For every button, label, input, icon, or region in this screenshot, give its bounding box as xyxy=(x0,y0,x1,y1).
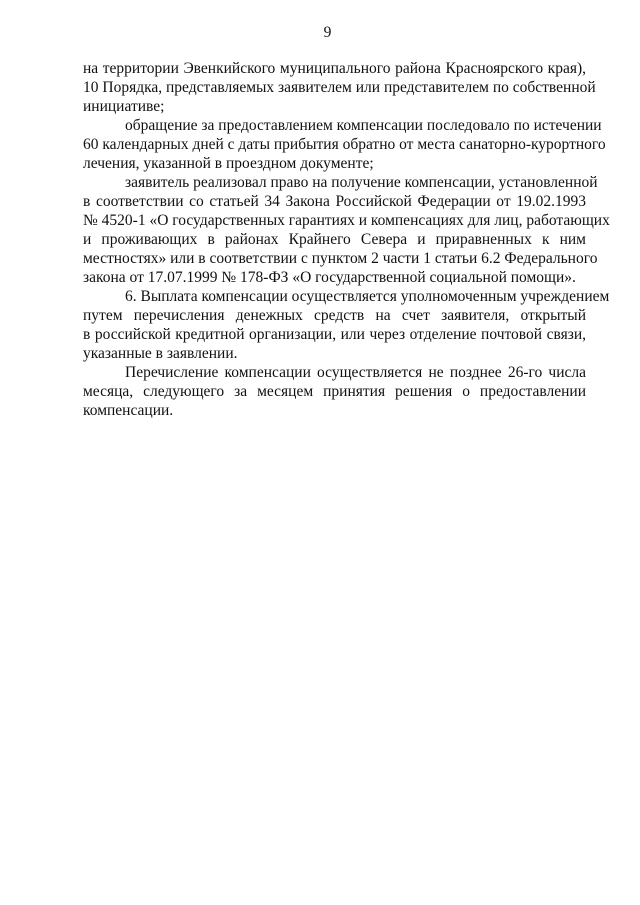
paragraph xyxy=(83,116,606,173)
text-line: и проживающих в районах Крайнего Севера и приравненных к ним xyxy=(83,231,586,248)
text-line: лечения, указанной в проездном документе; xyxy=(83,155,374,172)
text-line: инициативе; xyxy=(83,98,165,115)
text-line: № 4520-1 «О государственных гарантиях и компенсациях для лиц, работающих xyxy=(83,212,610,229)
page-number: 9 xyxy=(323,24,332,41)
text-line: местностях» или в соответствии с пунктом 2 части 1 статьи 6.2 Федерального xyxy=(83,250,598,267)
text-line: месяца, следующего за месяцем принятия решения о предоставлении xyxy=(83,383,586,400)
paragraph xyxy=(83,173,610,287)
text-line: в соответствии со статьей 34 Закона Российской Федерации от 19.02.1993 xyxy=(83,193,586,210)
text-line: заявитель реализовал право на получение компенсации, установленной xyxy=(125,174,598,191)
paragraph xyxy=(83,59,596,116)
text-line: путем перечисления денежных средств на счет заявителя, открытый xyxy=(83,307,586,324)
text-line: указанные в заявлении. xyxy=(83,345,238,362)
text-line: на территории Эвенкийского муниципального района Красноярского края), xyxy=(83,60,586,77)
text-line: 10 Порядка, представляемых заявителем или представителем по собственной xyxy=(83,79,596,96)
paragraph xyxy=(83,363,586,420)
text-line: 60 календарных дней с даты прибытия обратно от места санаторно-курортного xyxy=(83,136,606,153)
text-line: Перечисление компенсации осуществляется не позднее 26-го числа xyxy=(125,364,586,381)
text-line: компенсации. xyxy=(83,402,174,419)
text-line: 6. Выплата компенсации осуществляется уполномоченным учреждением xyxy=(125,288,610,305)
text-line: обращение за предоставлением компенсации последовало по истечении xyxy=(125,117,602,134)
text-line: закона от 17.07.1999 № 178-ФЗ «О государственной социальной помощи». xyxy=(83,269,576,286)
text-line: в российской кредитной организации, или через отделение почтовой связи, xyxy=(83,326,586,343)
document-body xyxy=(83,59,610,420)
paragraph xyxy=(83,287,610,363)
